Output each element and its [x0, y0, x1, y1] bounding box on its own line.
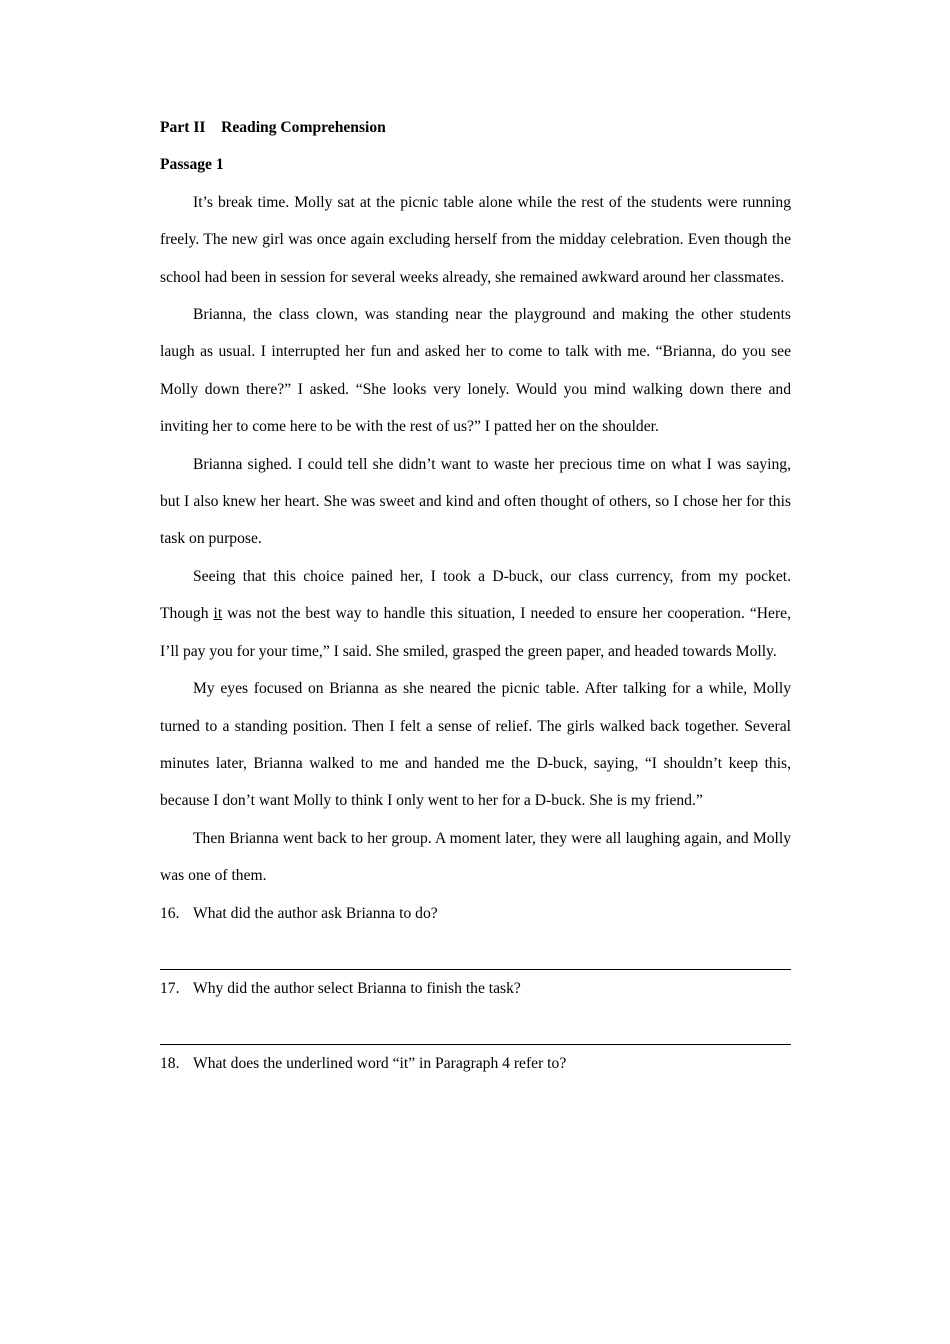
underlined-word-it: it [213, 605, 223, 623]
paragraph-3: Brianna sighed. I could tell she didn’t want to waste her precious time on what I was saying, but I also knew her heart. She was sweet and kind and often thought of others, so I chose her for this task on purpose. [160, 455, 791, 548]
paragraph-4-text-after: was not the best way to handle this situation, I needed to ensure her cooperation. “Here, I’ll pay you for your time,” I said. She smiled, grasped the green paper, and headed towards Molly. [160, 605, 791, 660]
worksheet-page [160, 109, 791, 1083]
paragraph-4 [160, 558, 791, 670]
question-text: Why did the author select Brianna to finish the task? [193, 979, 521, 997]
section-title: Part II Reading Comprehension [160, 119, 386, 136]
paragraph-5: My eyes focused on Brianna as she neared the picnic table. After talking for a while, Molly turned to a standing position. Then I felt a sense of relief. The girls walked back together. Several minutes later, Brianna walked to me and handed me the D-buck, saying, “I shouldn’t keep this, because I don’t want Molly to think I only went to her for a D-buck. She is my friend.” [160, 680, 791, 810]
question-number: 18. [160, 1055, 180, 1073]
paragraph-6: Then Brianna went back to her group. A moment later, they were all laughing again, and Molly was one of them. [160, 829, 791, 885]
question-18 [160, 1045, 791, 1082]
question-16 [160, 895, 791, 932]
answer-line-17[interactable] [160, 1007, 791, 1045]
paragraph-1: It’s break time. Molly sat at the picnic table alone while the rest of the students were running freely. The new girl was once again excluding herself from the midday celebration. Even though the school had been in session for several weeks already, she remained awkward around her classmates. [160, 193, 791, 286]
answer-line-16[interactable] [160, 932, 791, 970]
question-17 [160, 970, 791, 1007]
paragraph-4-text-before: Seeing that this choice pained her, I took a D-buck, our class currency, from my pocket. Though [160, 567, 791, 623]
paragraph-2: Brianna, the class clown, was standing near the playground and making the other students laugh as usual. I interrupted her fun and asked her to come to talk with me. “Brianna, do you see Molly down there?” I asked. “She looks very lonely. Would you mind walking down there and inviting her to come here to be with the rest of us?” I patted her on the shoulder. [160, 306, 791, 436]
question-number: 16. [160, 904, 180, 922]
passage-title: Passage 1 [160, 156, 224, 174]
question-text: What did the author ask Brianna to do? [193, 904, 438, 922]
question-number: 17. [160, 979, 180, 997]
question-text: What does the underlined word “it” in Paragraph 4 refer to? [193, 1055, 567, 1073]
